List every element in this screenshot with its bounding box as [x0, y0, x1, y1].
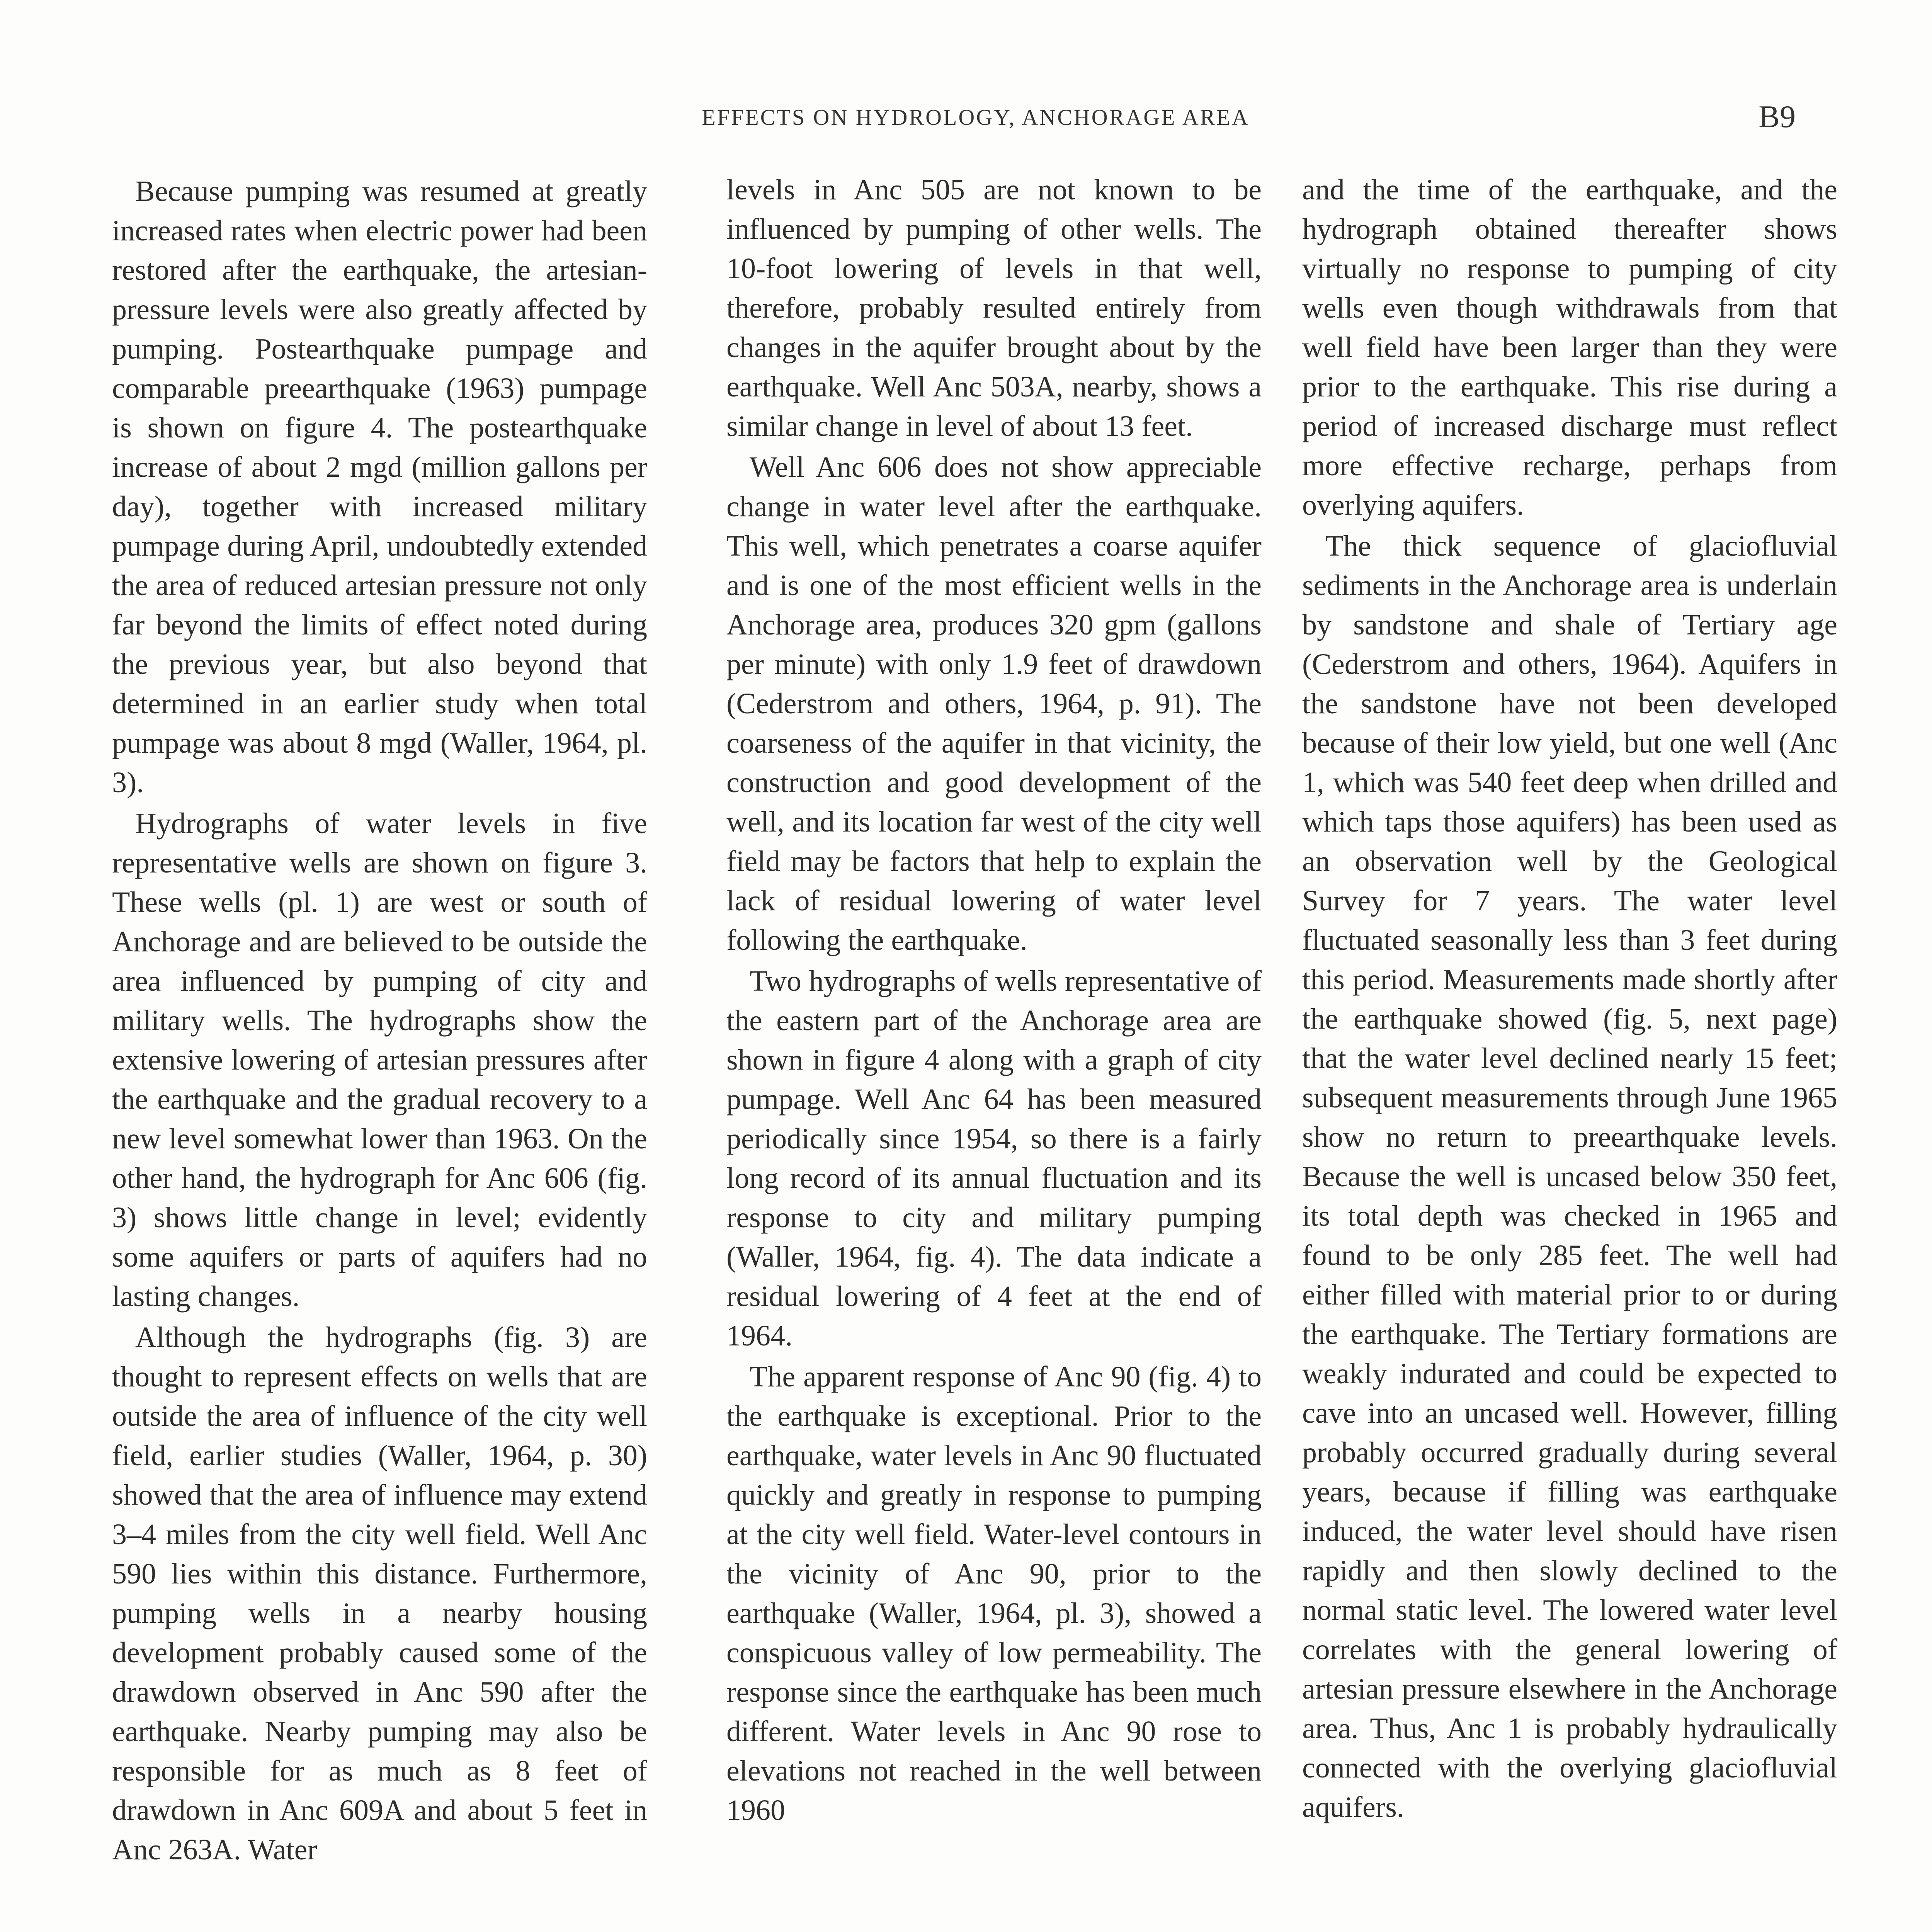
- paragraph-continued: and the time of the earthquake, and the hydrograph obtained thereafter shows virtually no response to pumping of city wells even though withdrawals from that well field have been larger than they were prior to the earthquake. This rise during a period of increased discharge must reflect more effective recharge, perhaps from overlying aquifers.: [1302, 173, 1837, 521]
- page-number: B9: [1759, 99, 1796, 134]
- paragraph: Well Anc 606 does not show appreciable change in water level after the earthquake. This well, which penetrates a coarse aquifer and is one of the most efficient wells in the Anchorage area, produces 320 gpm (gallons per minute) with only 1.9 feet of drawdown (Cederstrom and others, 1964, p. 91). The coarseness of the aquifer in that vicinity, the construction and good development of the well, and its location far west of the city well field may be factors that help to explain the lack of residual lowering of water level following the earthquake.: [726, 451, 1262, 956]
- running-header: EFFECTS ON HYDROLOGY, ANCHORAGE AREA: [702, 105, 1250, 130]
- paragraph: The thick sequence of glaciofluvial sediments in the Anchorage area is underlain by sandstone and shale of Tertiary age (Cederstrom and others, 1964). Aquifers in the sandstone have not been developed because of their low yield, but one well (Anc 1, which was 540 feet deep when drilled and which taps those aquifers) has been used as an observation well by the Geological Survey for 7 years. The water level fluctuated seasonally less than 3 feet during this period. Measurements made shortly after the earthquake showed (fig. 5, next page) that the water level declined nearly 15 feet; subsequent measurements through June 1965 show no return to preearthquake levels. Because the well is uncased below 350 feet, its total depth was checked in 1965 and found to be only 285 feet. The well had either filled with material prior to or during the earthquake. The Tertiary formations are weakly indurated and could be expected to cave into an uncased well. However, filling probably occurred gradually during several years, because if filling was earthquake induced, the water level should have risen rapidly and then slowly declined to the normal static level. The lowered water level correlates with the general lowering of artesian pressure elsewhere in the Anchorage area. Thus, Anc 1 is probably hydraulically connected with the overlying glaciofluvial aquifers.: [1302, 530, 1837, 1823]
- text-column-1: [112, 170, 647, 1869]
- text-column-3: [1302, 170, 1837, 1827]
- paragraph: Although the hydrographs (fig. 3) are thought to represent effects on wells that are outside the area of influence of the city well field, earlier studies (Waller, 1964, p. 30) showed that the area of influence may extend 3–4 miles from the city well field. Well Anc 590 lies within this distance. Furthermore, pumping wells in a nearby housing development probably caused some of the drawdown observed in Anc 590 after the earthquake. Nearby pumping may also be responsible for as much as 8 feet of drawdown in Anc 609A and about 5 feet in Anc 263A. Water: [112, 1321, 647, 1866]
- paragraph: Two hydrographs of wells representative of the eastern part of the Anchorage area are shown in figure 4 along with a graph of city pumpage. Well Anc 64 has been measured periodically since 1954, so there is a fairly long record of its annual fluctuation and its response to city and military pumping (Waller, 1964, fig. 4). The data indicate a residual lowering of 4 feet at the end of 1964.: [726, 965, 1262, 1352]
- paragraph: Hydrographs of water levels in five representative wells are shown on figure 3. These wells (pl. 1) are west or south of Anchorage and are believed to be outside the area influenced by pumping of city and military wells. The hydrographs show the extensive lowering of artesian pressures after the earthquake and the gradual recovery to a new level somewhat lower than 1963. On the other hand, the hydrograph for Anc 606 (fig. 3) shows little change in level; evidently some aquifers or parts of aquifers had no lasting changes.: [112, 807, 647, 1313]
- paragraph: The apparent response of Anc 90 (fig. 4) to the earthquake is exceptional. Prior to the earthquake, water levels in Anc 90 fluctuated quickly and greatly in response to pumping at the city well field. Water-level contours in the vicinity of Anc 90, prior to the earthquake (Waller, 1964, pl. 3), showed a conspicuous valley of low permeability. The response since the earthquake has been much different. Water levels in Anc 90 rose to elevations not reached in the well between 1960: [726, 1361, 1262, 1827]
- paragraph-continued: levels in Anc 505 are not known to be influenced by pumping of other wells. The 10-foot lowering of levels in that well, therefore, probably resulted entirely from changes in the aquifer brought about by the earthquake. Well Anc 503A, nearby, shows a similar change in level of about 13 feet.: [726, 173, 1262, 442]
- paragraph: Because pumping was resumed at greatly increased rates when electric power had been restored after the earthquake, the artesian-pressure levels were also greatly affected by pumping. Postearthquake pumpage and comparable preearthquake (1963) pumpage is shown on figure 4. The postearthquake increase of about 2 mgd (million gallons per day), together with increased military pumpage during April, undoubtedly extended the area of reduced artesian pressure not only far beyond the limits of effect noted during the previous year, but also beyond that determined in an earlier study when total pumpage was about 8 mgd (Waller, 1964, pl. 3).: [112, 175, 647, 799]
- text-column-2: [726, 170, 1262, 1830]
